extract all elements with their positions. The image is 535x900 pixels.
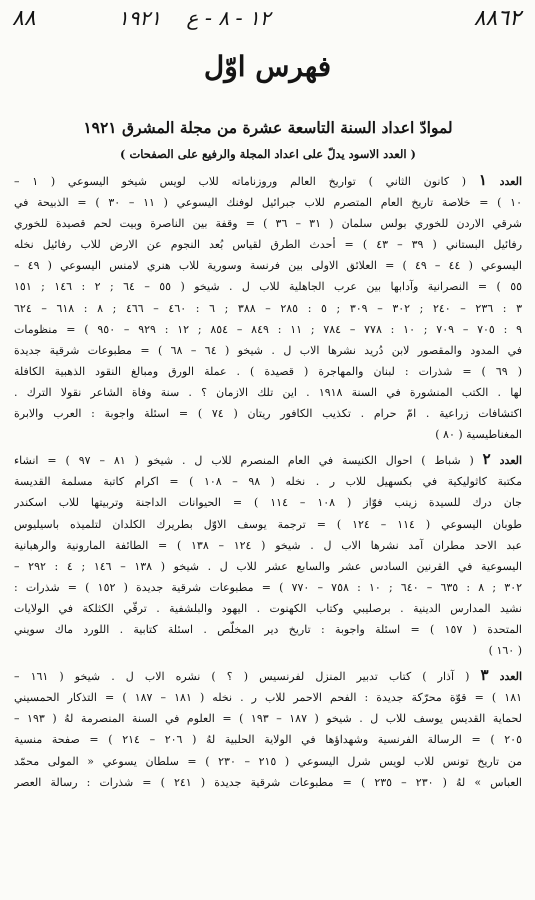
entry-line: ٣ : ٢٣٦ – ٢٤٠ ; ٣٠٢ – ٣٠٩ ; ٥ : ٢٨٥ – ٣٨٨ ; ٦ : ٤٦٠ – ٤٦٦ ; ٨ : ٦١٨ – ٦٢٤ <box>14 301 522 315</box>
issue-first-line <box>14 170 522 192</box>
entry-line: اليسوعية في القرنين السادس عشر والسابع عشر للاب ل . شيخو ( ١٣٨ – ١٤٦ ; ٤ : ٢٩٢ – <box>14 559 522 573</box>
issue-entry <box>14 449 522 661</box>
entry-line: المتحدة ( ١٥٧ ) = اسئلة واجوبة : تاريخ دير المخلّص . اسئلة كتابية . اللورد ماك سويني <box>14 622 522 636</box>
entry-line: من تاريخ تونس للاب لويس شرل اليسوعي ( ٢١٥ – ٢٣٠ ) = سلطان يسوعي « المولى محمّد <box>14 754 522 768</box>
entry-line: ( آذار ) كتاب تدبير المنزل لفرنسيس ( ؟ ) نشره الاب ل . شيخو ( ١٦١ – <box>14 670 470 684</box>
entry-line: عبد الاحد مطران آمد نشرها الاب ل . شيخو ( ١٢٤ – ١٣٨ ) = الطائفة المارونية والرهبانية <box>14 538 522 552</box>
issue-entry <box>14 170 522 445</box>
handwritten-catalog-number: ٨٨٦٢ <box>473 6 521 31</box>
entry-line: جان درك للسيدة زينب فوّاز ( ١٠٨ – ١١٤ ) = الحيوانات الداجنة وتربيتها للاب اسكندر <box>14 496 522 510</box>
issue-entry <box>14 665 522 793</box>
entry-line: اكتشافات زراعية . امّ حرام . تكذيب الكافور ريتان ( ٧٤ ) = اسئلة واجوبة : العرب والابرة <box>14 407 522 421</box>
index-subtitle: لموادّ اعداد السنة التاسعة عشرة من مجلة المشرق ١٩٢١ <box>83 118 453 137</box>
index-heading: فهرس اوّل <box>203 50 332 83</box>
issue-number: ١ <box>478 171 487 189</box>
handwritten-date-main: ١٢ - ٨ - ع <box>186 6 271 30</box>
entry-line: مكتبة كاثوليكية في بكسهيل للاب ر . نخله ( ٩٨ – ١٠٨ ) = اكرام كاتبة مسلمة القديسة <box>14 475 522 489</box>
entry-line: لحماية القديس يوسف للاب ل . شيخو ( ١٨٧ – ١٩٣ ) = العلوم في السنة المنصرمة لهُ ( ١٩٣ – <box>14 712 522 726</box>
entry-line: لها . الكتب المنشورة في السنة ١٩١٨ . اين تلك الازمان ؟ . سنة وفاة الشاعر نقولا الترك . <box>14 385 522 399</box>
issue-number: ٣ <box>480 666 489 685</box>
handwritten-date <box>118 6 270 30</box>
entry-line: طوبان اليسوعي ( ١١٤ – ١٢٤ ) = ترجمة يوسف الاوّل بطريرك الكلدان لتلميذه باسيليوس <box>14 517 522 531</box>
issue-label: العدد <box>499 670 522 684</box>
handwritten-page-number: ٨٨ <box>12 6 36 31</box>
entry-line: شرقي الاردن للخوري بولس سلمان ( ٣١ – ٣٦ ) = وقفة بين الناصرة وبيت لحم قصيدة للخوري <box>14 217 522 231</box>
entry-line: المغناطيسية ( ٨٠ ) <box>435 428 522 442</box>
entry-line: ٥٥ ) = النصرانية وآدابها بين عرب الجاهلية للاب ل . شيخو ( ٥٥ – ٦٤ ; ٢ : ١٤٦ ; ١٥١ <box>14 280 522 294</box>
entry-line: ( شباط ) احوال الكنيسة في العام المنصرم للاب ل . شيخو ( ٨١ – ٩٧ ) = انشاء <box>14 454 474 468</box>
entry-line: ( ٦٩ ) = شذرات : لبنان والمهاجرة ( قصيدة ) . عملة الورق ومبالغ النقود الذهبية الكافلة <box>14 364 522 378</box>
issue-first-line <box>14 449 522 471</box>
entry-line: ٢٠٥ ) = الرسالة الفرنسية وشهداؤها في الولاية الحلبية لهُ ( ٢٠٦ – ٢١٤ ) = صفحة منسية <box>14 733 522 747</box>
entry-line: ( كانون الثاني ) تواريخ العالم وروزناماته للاب لويس شيخو اليسوعي ( ١ – <box>14 175 467 188</box>
entry-line: اليسوعي ( ٤٤ – ٤٩ ) = العلائق الاولى بين فرنسة وسورية للاب هنري لامنس اليسوعي ( ٤٩ – <box>14 259 522 273</box>
entry-line: ١٠ ) = خلاصة تاريخ العام المتصرم للاب جبرائيل لوفنك اليسوعي ( ١١ – ٣٠ ) = الذبيحة في <box>14 196 522 210</box>
entry-line: ٣٠٢ ; ٨ : ٦٣٥ – ٦٤٠ ; ١٠ : ٧٥٨ – ٧٧٠ ) = مطبوعات شرقية جديدة ( ١٥٢ ) = شذرات : <box>14 580 522 594</box>
entry-line: ١٨١ ) = قوّة محرّكة جديدة : الفحم الاحمر للاب ر . نخله ( ١٨١ – ١٨٧ ) = التذكار الحمسيني <box>14 691 522 705</box>
issue-label: العدد <box>499 175 522 188</box>
entry-line: نشيد المدارس الدينية . برصليبي وكتاب الكهنوت . اليهود والبلشفية . ترقّي الكثلكة في الولايات <box>14 601 522 615</box>
index-body <box>14 170 522 797</box>
issue-label: العدد <box>499 454 522 468</box>
handwritten-year: ١٩٢١ <box>118 6 161 30</box>
entry-line: ( ١٦٠ ) <box>488 644 522 658</box>
issue-first-line <box>14 665 522 687</box>
entry-line: رفائيل البستاني ( ٣٩ – ٤٣ ) = أحدث الطرق لقياس بُعد النجوم عن الارض للاب رفائيل نخله <box>14 238 522 252</box>
issue-number: ٢ <box>482 450 491 469</box>
entry-line: في المدود والمقصور لابن دُريد نشرها الاب ل . شيخو ( ٦٤ – ٦٨ ) = مطبوعات شرقية جديدة <box>14 343 522 357</box>
entry-line: العباس » لهُ ( ٢٣٠ – ٢٣٥ ) = مطبوعات شرقية جديدة ( ٢٤١ ) = شذرات : رسالة العصر <box>14 775 522 789</box>
index-note: ( العدد الاسود يدلّ على اعداد المجلة والرفيع على الصفحات ) <box>120 147 416 161</box>
entry-line: ٩ : ٧٠٥ – ٧٠٩ ; ١٠ : ٧٧٨ – ٧٨٤ ; ١١ : ٨٤٩ – ٨٥٤ ; ١٢ : ٩٢٩ – ٩٥٠ ) = منظومات <box>14 322 522 336</box>
